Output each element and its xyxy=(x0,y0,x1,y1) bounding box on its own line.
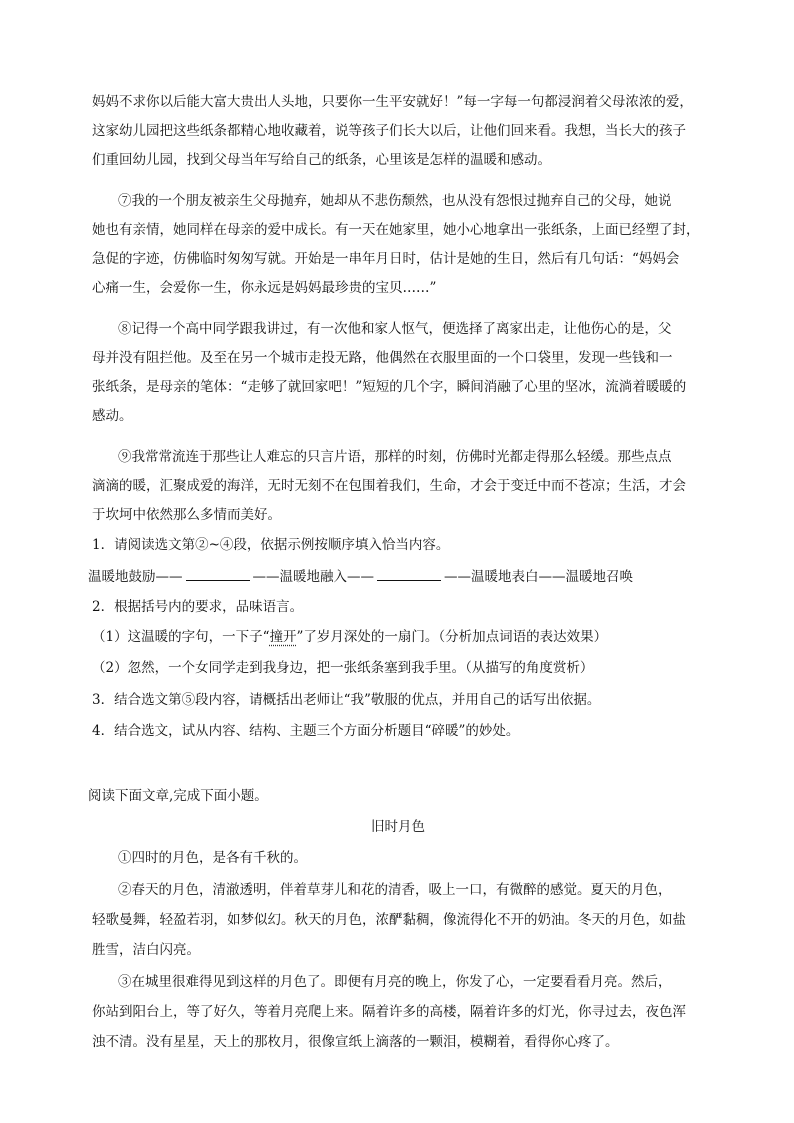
passage2-line: 轻歌曼舞，轻盈若羽，如梦似幻。秋天的月色，浓酽黏稠，像流得化不开的奶油。冬天的月色，如盐 xyxy=(92,912,686,928)
answer-blank-1[interactable] xyxy=(186,565,250,581)
passage-line: 母并没有阻拦他。及至在另一个城市走投无路，他偶然在衣服里面的一个口袋里，发现一些钱和一 xyxy=(92,350,673,366)
passage-line: 心痛一生，会爱你一生，你永远是妈妈最珍贵的宝贝……” xyxy=(92,280,437,296)
dotted-word: 撞开 xyxy=(269,629,297,645)
paragraph-9-line: ⑨我常常流连于那些让人难忘的只言片语，那样的时刻，仿佛时光都走得那么轻缓。那些点点 xyxy=(118,449,672,465)
question-2: 2．根据括号内的要求，品味语言。 xyxy=(92,599,304,615)
question-1: 1．请阅读选文第②~④段，依据示例按顺序填入恰当内容。 xyxy=(92,537,450,553)
passage-line: 于坎坷中依然那么多情而美好。 xyxy=(92,507,281,523)
passage-line: 们重回幼儿园，找到父母当年写给自己的纸条，心里该是怎样的温暖和感动。 xyxy=(92,152,551,168)
passage-line: 张纸条，是母亲的笔体：“走够了就回家吧！”短短的几个字，瞬间消融了心里的坚冰，流淌着暖暖的 xyxy=(92,379,687,395)
sequence-part-b: ——温暖地融入—— xyxy=(252,569,374,585)
passage2-line: 浊不清。没有星星，天上的那枚月，很像宣纸上滴落的一颗泪，模糊着，看得你心疼了。 xyxy=(92,1034,619,1050)
passage-line: 这家幼儿园把这些纸条都精心地收藏着，说等孩子们长大以后，让他们回来看。我想，当长大的孩子 xyxy=(92,123,686,139)
sequence-part-c: ——温暖地表白——温暖地召唤 xyxy=(444,569,633,585)
question-2-2: （2）忽然，一个女同学走到我身边，把一张纸条塞到我手里。（从描写的角度赏析） xyxy=(92,660,594,676)
paragraph-8-line: ⑧记得一个高中同学跟我讲过，有一次他和家人怄气，便选择了离家出走，让他伤心的是，父 xyxy=(118,321,672,337)
passage-line: 感动。 xyxy=(92,408,133,424)
passage-line: 妈妈不求你以后能大富大贵出人头地，只要你一生平安就好！”每一字每一句都浸润着父母浓浓的爱， xyxy=(92,94,693,110)
question-2-1 xyxy=(92,627,607,647)
question-1-sequence xyxy=(88,565,633,587)
passage2-line: 你站到阳台上，等了好久，等着月亮爬上来。隔着许多的高楼，隔着许多的灯光，你寻过去，夜色浑 xyxy=(92,1004,686,1020)
question-2-1-suffix: ”了岁月深处的一扇门。（分析加点词语的表达效果） xyxy=(296,629,608,645)
passage2-line: ①四时的月色，是各有千秋的。 xyxy=(118,850,307,866)
question-2-1-prefix: （1）这温暖的字句，一下子“ xyxy=(92,629,270,645)
article-title: 旧时月色 xyxy=(371,819,425,835)
passage-line: 她也有亲情，她同样在母亲的爱中成长。有一天在她家里，她小心地拿出一张纸条，上面已经塑了封， xyxy=(92,222,700,238)
answer-blank-2[interactable] xyxy=(377,565,441,581)
question-4: 4．结合选文，试从内容、结构、主题三个方面分析题目“碎暖”的妙处。 xyxy=(92,723,520,739)
sequence-part-a: 温暖地鼓励—— xyxy=(88,569,183,585)
paragraph-7-line: ⑦我的一个朋友被亲生父母抛弃，她却从不悲伤颓然，也从没有怨恨过抛弃自己的父母，她说 xyxy=(118,193,672,209)
passage-line: 滴滴的暖，汇聚成爱的海洋，无时无刻不在包围着我们，生命，才会于变迁中而不苍凉；生活，才会 xyxy=(92,478,686,494)
reading-instruction: 阅读下面文章,完成下面小题。 xyxy=(88,788,268,804)
passage2-line: ②春天的月色，清澈透明，伴着草芽儿和花的清香，吸上一口，有微醉的感觉。夏天的月色， xyxy=(118,882,672,898)
passage2-line: ③在城里很难得见到这样的月色了。即便有月亮的晚上，你发了心，一定要看看月亮。然后， xyxy=(118,974,672,990)
passage2-line: 胜雪，洁白闪亮。 xyxy=(92,942,200,958)
passage-line: 急促的字迹，仿佛临时匆匆写就。开始是一串年月日时，估计是她的生日，然后有几句话：“妈妈会 xyxy=(92,251,680,267)
question-3: 3．结合选文第⑤段内容，请概括出老师让“我”敬服的优点，并用自己的话写出依据。 xyxy=(92,692,601,708)
